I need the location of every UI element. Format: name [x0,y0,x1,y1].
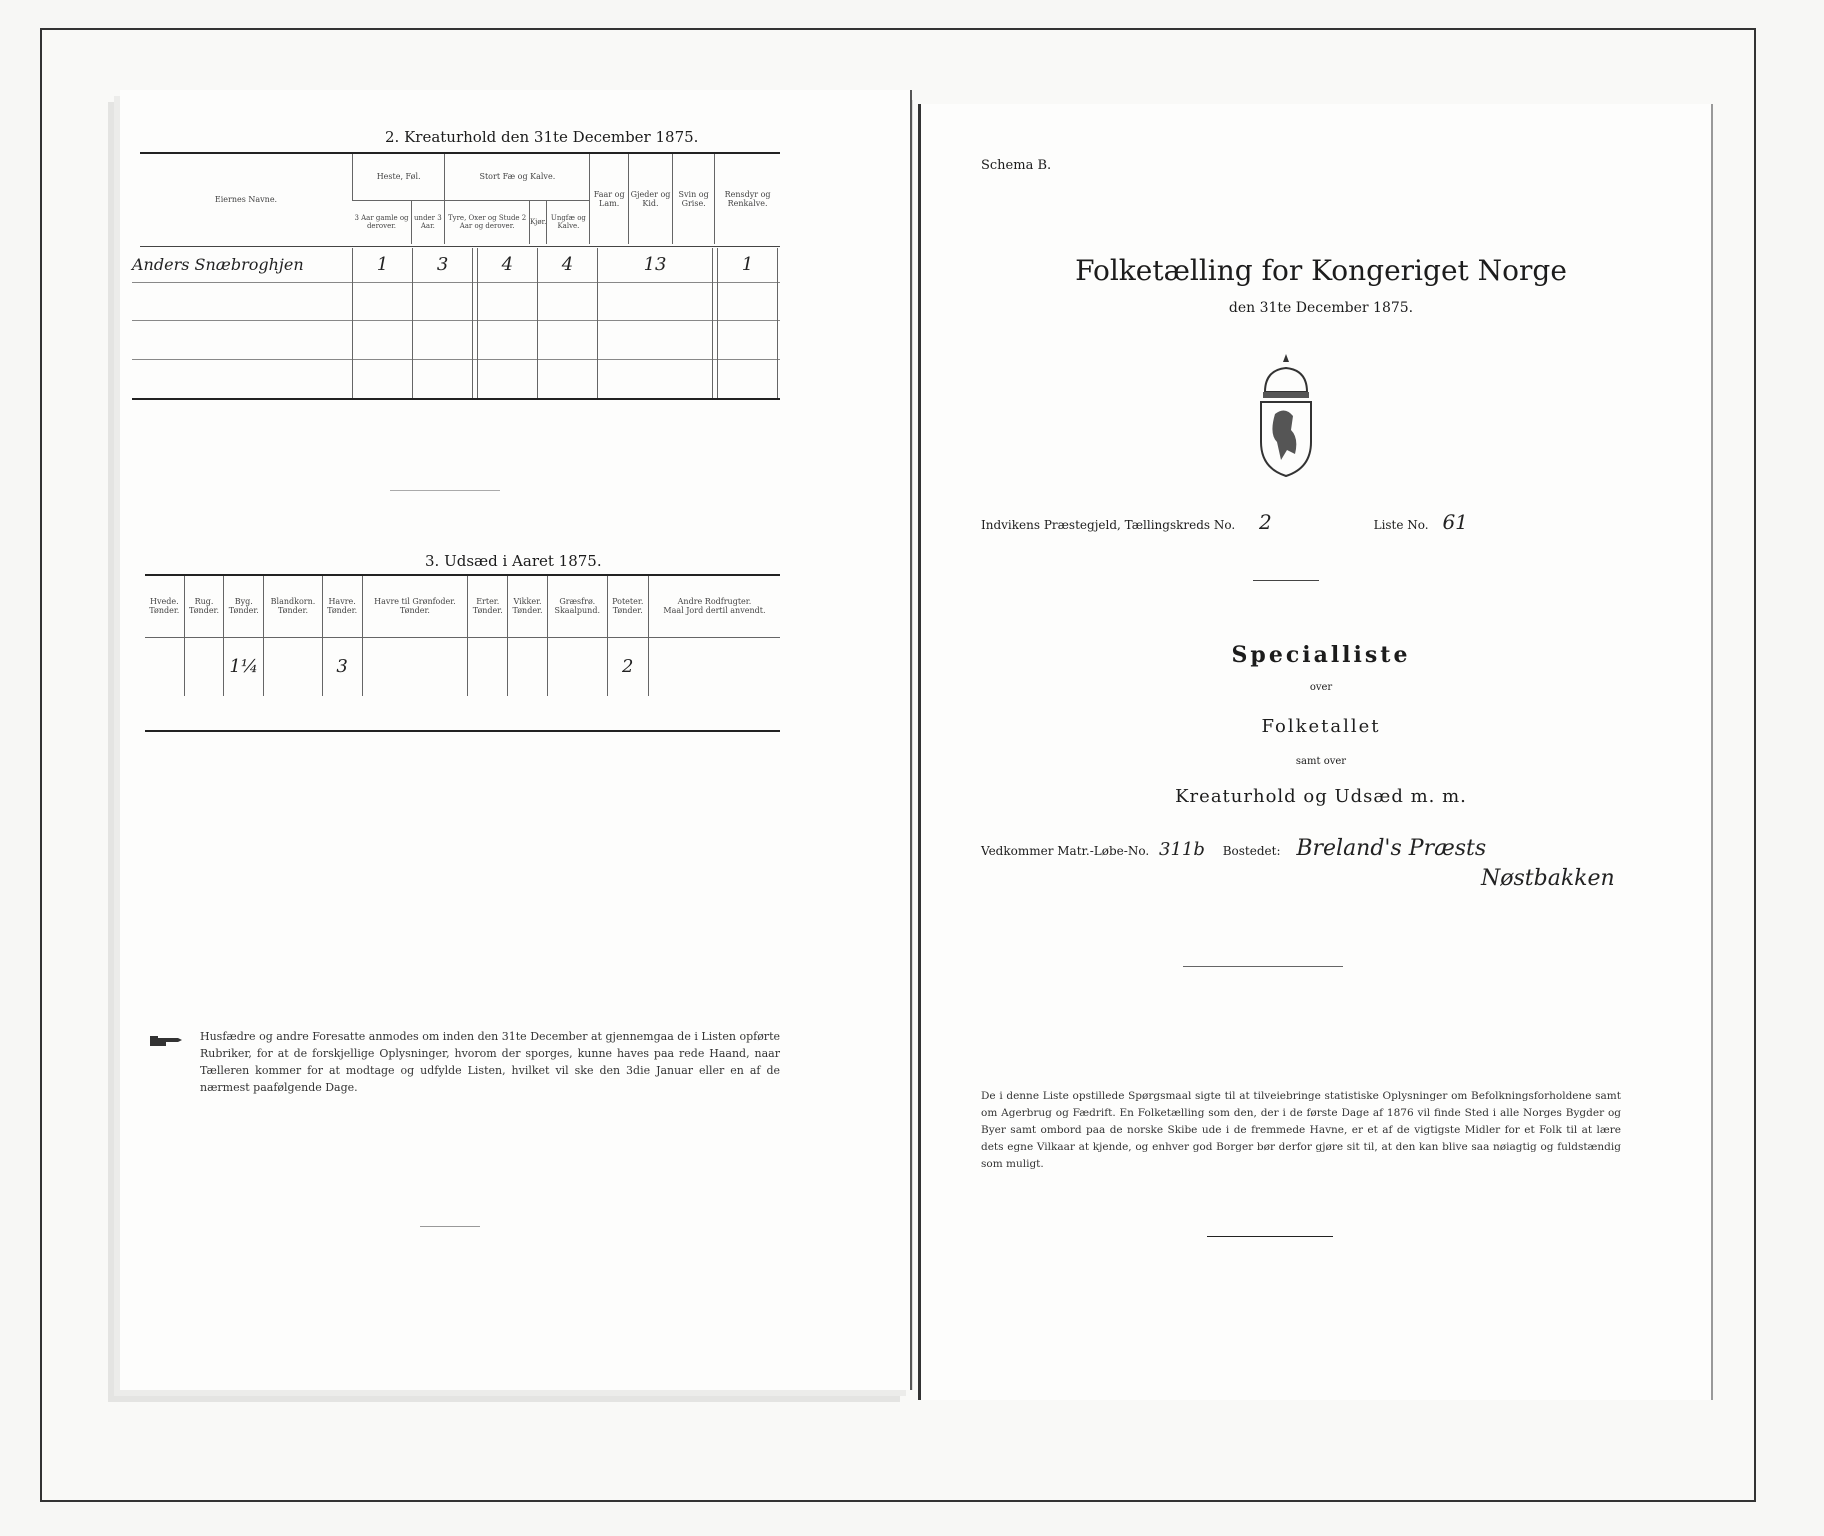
cell: 2 [607,637,648,696]
table-row [132,359,780,398]
liste-label: Liste No. [1373,518,1429,532]
sub-header: Ungfæ og Kalve. [547,200,590,244]
cell: 1 [353,248,413,282]
sow-header: Poteter. Tønder. [607,576,648,637]
cell [508,637,548,696]
cell: 1 [718,248,778,282]
sub-header: Kjør. [529,200,546,244]
sow-header: Havre. Tønder. [322,576,362,637]
document-subtitle: den 31te December 1875. [1228,300,1414,316]
sow-header: Vikker. Tønder. [508,576,548,637]
divider [420,1226,480,1227]
district-label: Indvikens Præstegjeld, Tællingskreds No. [981,518,1236,532]
livestock-header [140,154,780,244]
cell: 1¼ [224,637,264,696]
cell [547,637,607,696]
cell [778,248,780,282]
rule [140,246,780,247]
left-page [120,90,912,1390]
intro-note: De i denne Liste opstillede Spørgsmaal sigte til at tilveiebringe statistiske Oplysninger om Befolkningsforholdene samt om Agerbrug og Fædrift. En Folketælling som den, der i de første Dage af 1876 vil finde Sted i alle Norges Bygder og Byer samt ombord paa de norske Skibe ude i de fremmede Havne, er et af de vigtigste Midler for et Folk til at lære dets egne Vilkaar at kjende, og enhver god Borger bør derfor gjøre sit til, at den kan blive saa nøiagtig og fuldstændig som muligt. [981,1090,1621,1170]
sub-header: 3 Aar gamle og derover. [354,214,409,231]
rensdyr-header: Rensdyr og Renkalve. [715,154,780,244]
divider [390,490,500,491]
liste-no: 61 [1442,510,1468,534]
divider [1253,580,1319,581]
cell: 3 [322,637,362,696]
bosted-value: Breland's Præsts [1296,836,1487,861]
specialliste-heading: Specialliste [1231,642,1411,668]
schema-label: Schema B. [981,158,1052,173]
sub-header: under 3 Aar. [411,200,445,244]
document-title: Folketælling for Kongeriget Norge [1075,254,1567,287]
table-row [132,282,780,321]
divider [1183,966,1343,967]
bosted-label: Bostedet: [1222,844,1281,858]
section3-title: 3. Udsæd i Aaret 1875. [425,552,602,570]
sow-header: Hvede. Tønder. [149,597,180,616]
sow-header: Græsfrø. Skaalpund. [547,576,607,637]
footnote: Husfædre og andre Foresatte anmodes om inden den 31te December at gjennemgaa de i Listen opførte Rubriker, for at de forskjellige Oplysninger, hvorom der sporges, kunne haves paa rede Haand, naar Tælleren kommer for at modtage og udfylde Listen, hvilket vil ske den 3die Januar eller en af de nærmest paafølgende Dage. [200,1030,780,1094]
bosted-value-line2: Nøstbakken [1481,866,1615,891]
section2-title: 2. Kreaturhold den 31te December 1875. [385,128,699,146]
coat-of-arms-icon [1251,350,1321,480]
sow-header: Erter. Tønder. [468,576,508,637]
cell [362,637,468,696]
district-line [981,510,1468,534]
table-row [132,321,780,360]
sub-header: Tyre, Oxer og Stude 2 Aar og derover. [445,200,530,244]
cell [145,637,184,696]
owner-header: Eiernes Navne. [214,194,278,204]
kreaturhold-heading: Kreaturhold og Udsæd m. m. [1175,786,1467,807]
table-row [145,637,780,696]
sow-header: Byg. Tønder. [224,576,264,637]
sow-header: Havre til Grønfoder. Tønder. [362,576,468,637]
stort-fae-header: Stort Fæ og Kalve. [445,154,590,200]
cell: 13 [597,248,712,282]
samt-over-text: samt over [1295,756,1347,767]
heste-header: Heste, Føl. [353,154,445,200]
cell: 4 [477,248,537,282]
sow-header: Blandkorn. Tønder. [264,576,323,637]
sow-header: Andre Rodfrugter. Maal Jord dertil anvendt. [648,576,780,637]
sowing-table [145,576,780,696]
over-text: over [1309,682,1333,693]
pointing-hand-icon [148,1032,184,1050]
folketallet-heading: Folketallet [1261,716,1381,737]
divider [1207,1236,1333,1237]
svin-header: Svin og Grise. [673,154,715,244]
kreds-no: 2 [1259,510,1272,534]
matr-label: Vedkommer Matr.-Løbe-No. [981,844,1150,858]
livestock-body [132,248,780,398]
sow-header: Rug. Tønder. [184,576,224,637]
rule [145,730,780,732]
table-row [132,248,780,282]
right-page [918,104,1713,1400]
matr-no: 311b [1159,839,1205,860]
owner-name: Anders Snæbroghjen [132,255,304,275]
cell [468,637,508,696]
matrikel-line [981,836,1486,861]
cell [648,637,780,696]
cell [264,637,323,696]
cell: 3 [413,248,473,282]
gjeder-header: Gjeder og Kid. [628,154,672,244]
cell: 4 [537,248,597,282]
rule [132,398,780,400]
faar-header: Faar og Lam. [590,154,628,244]
cell [184,637,224,696]
